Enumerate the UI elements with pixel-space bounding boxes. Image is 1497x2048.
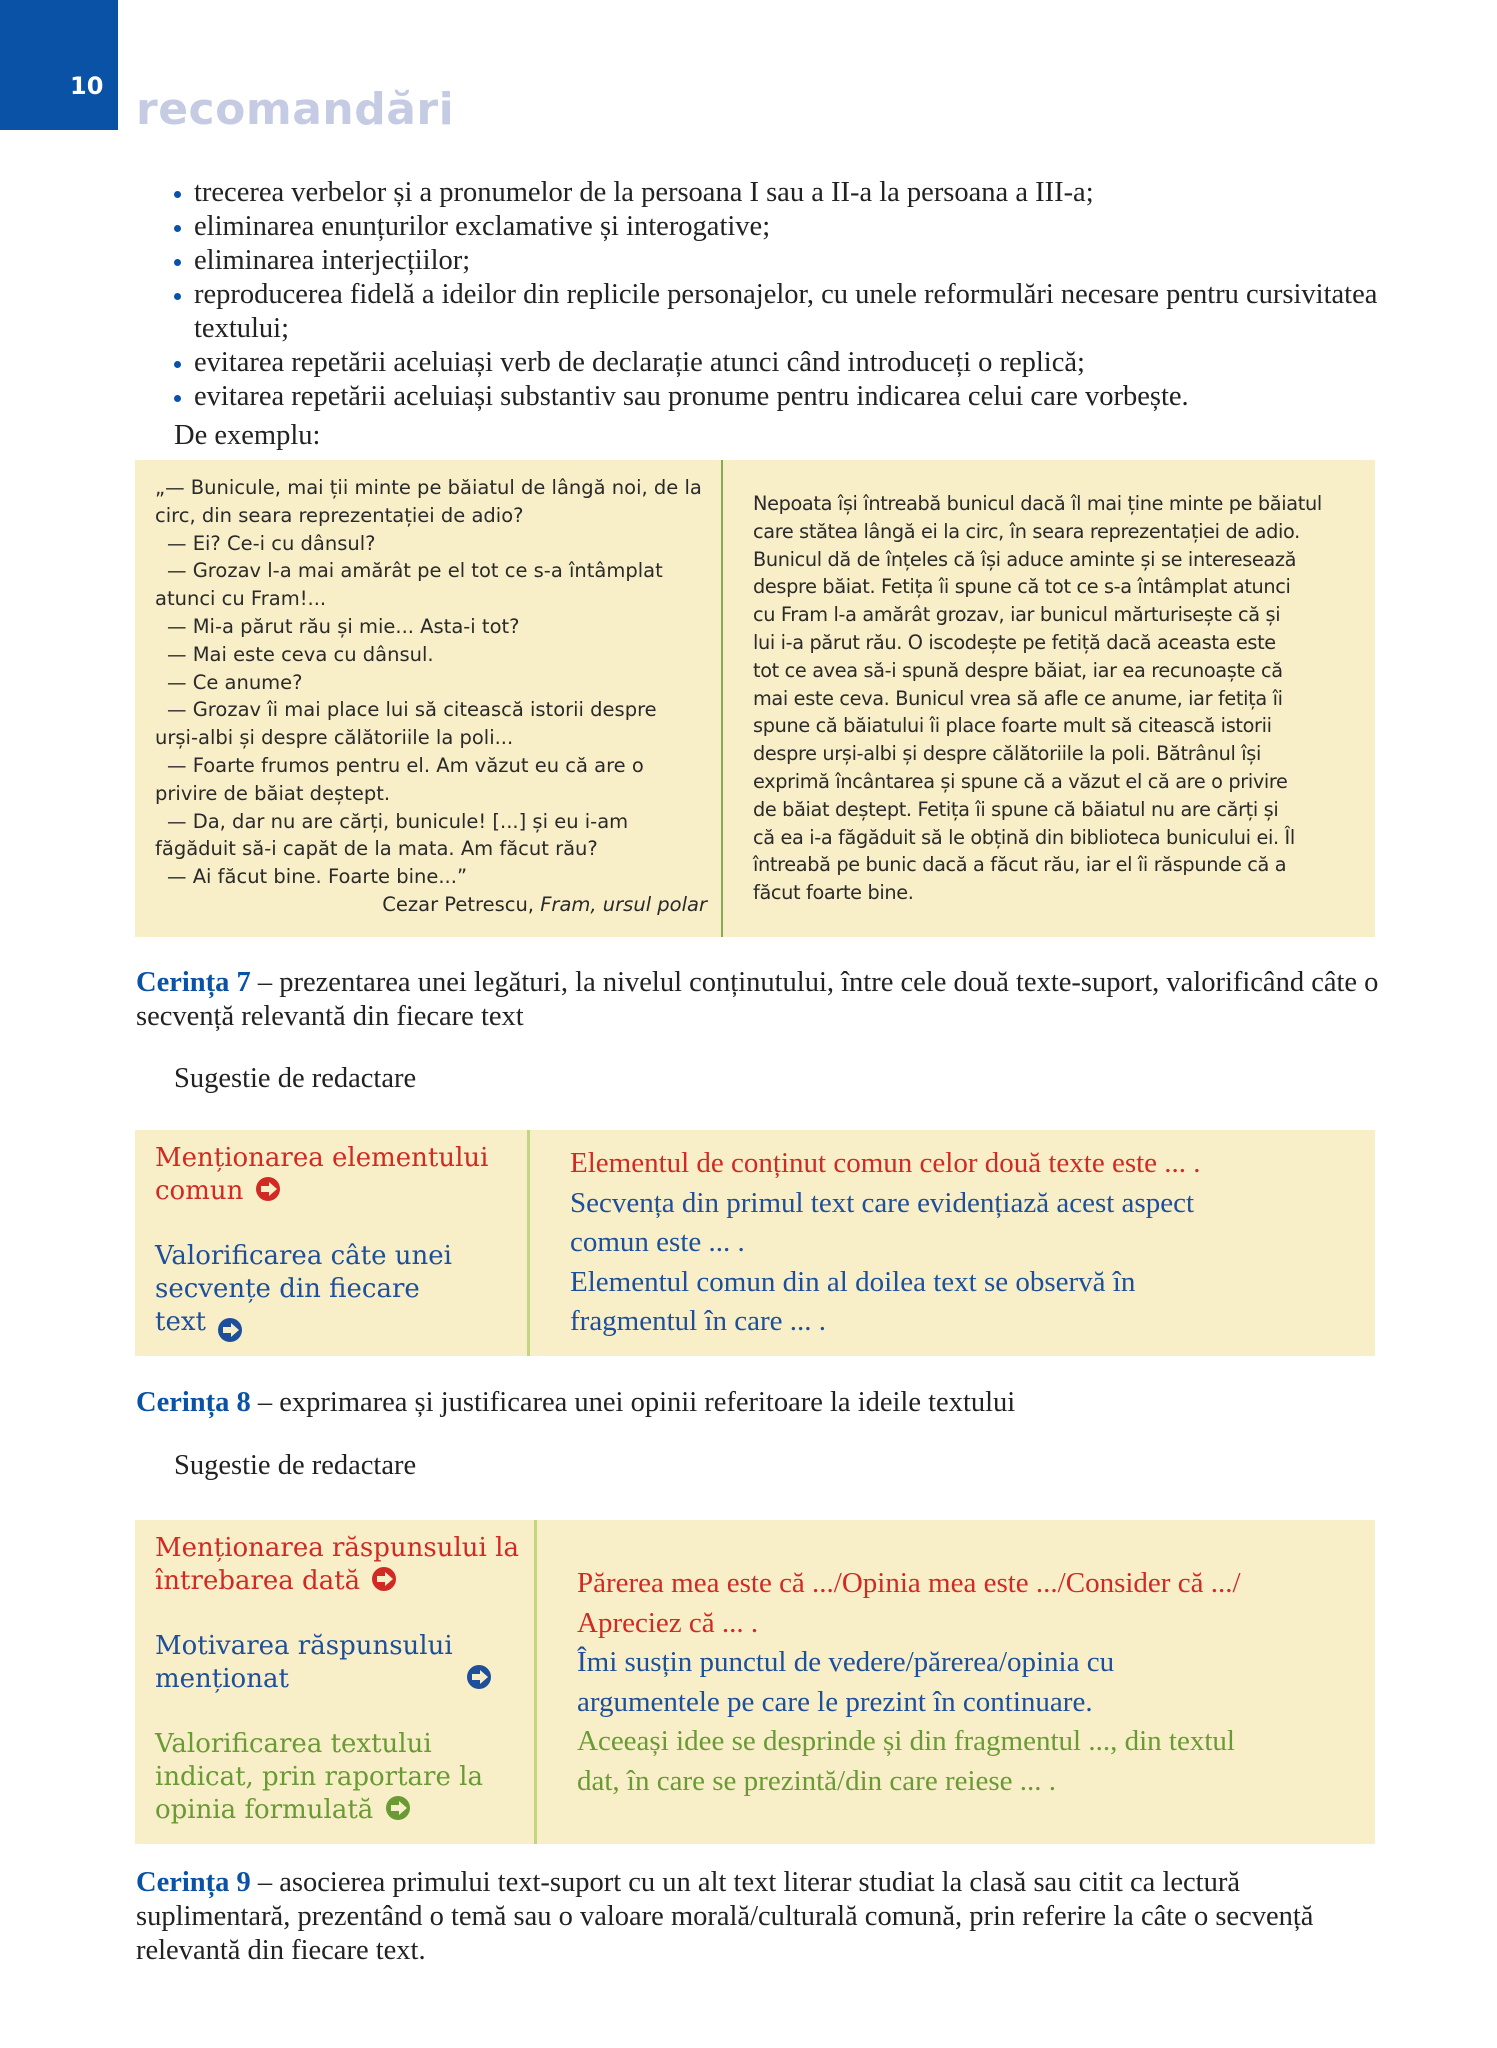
dialogue-line: — Ce anume? xyxy=(167,670,303,694)
arrow-right-icon xyxy=(467,1665,491,1689)
dialogue-line: „— Bunicule, mai ții minte pe băiatul de lângă noi, de la xyxy=(155,476,702,499)
list-item: reproducerea fidelă a ideilor din replicile personajelor, cu unele reformulări necesare pentru cursivitatea textului; xyxy=(172,278,1392,346)
dialogue-line: circ, din seara reprezentației de adio? xyxy=(155,503,524,527)
dialogue-line: — Ai făcut bine. Foarte bine...” xyxy=(167,865,468,889)
sugestie-heading-7: Sugestie de redactare xyxy=(174,1063,417,1094)
bullet-icon xyxy=(174,225,181,232)
text-line: lui i-a părut rău. O iscodește pe fetiță dacă aceasta este xyxy=(753,630,1276,654)
cerinta-7-text: – prezentarea unei legături, la nivelul conținutului, între cele două texte-suport, valorificând câte o secvență relevantă din fiecare text xyxy=(136,967,1379,1032)
cerinta-9-text: – asocierea primului text-suport cu un alt text literar studiat la clasă sau citit ca lectură suplimentară, prezentând o temă sau o valoare morală/culturală comună, prin referire la câte o secvență relevantă din fiecare text. xyxy=(136,1867,1314,1966)
recommendations-list xyxy=(172,176,1392,414)
example-box xyxy=(135,460,1375,937)
phrase-line: Secvența din primul text care evidențiază acest aspect xyxy=(570,1186,1195,1219)
text-line: de băiat deștept. Fetița îi spune că băiatul nu are cărți și xyxy=(753,797,1279,821)
text-line: făcut foarte bine. xyxy=(753,881,914,905)
step-item: Menționarea răspunsului la întrebarea dată xyxy=(155,1533,519,1596)
cerinta-9-label: Cerința 9 xyxy=(136,1867,251,1898)
phrase-line: Aceeași idee se desprinde și din fragmentul ..., din textul xyxy=(577,1725,1235,1757)
bullet-icon xyxy=(174,191,181,198)
list-item: evitarea repetării aceluiași substantiv sau pronume pentru indicarea celui care vorbește. xyxy=(172,380,1392,414)
cerinta-7-label: Cerința 7 xyxy=(136,967,251,998)
dialogue-line: — Foarte frumos pentru el. Am văzut eu că are o xyxy=(167,753,644,777)
cerinta-7 xyxy=(136,966,1386,1034)
phrase-line: Îmi susțin punctul de vedere/părerea/opinia cu xyxy=(577,1646,1115,1678)
dialogue-line: — Grozav l-a mai amărât pe el tot ce s-a întâmplat xyxy=(167,559,663,583)
example-label: De exemplu: xyxy=(174,420,321,451)
source-citation: Cezar Petrescu, Fram, ursul polar xyxy=(382,892,707,916)
dialogue-line: — Mi-a părut rău și mie... Asta-i tot? xyxy=(167,614,520,638)
phrase-line: Părerea mea este că .../Opinia mea este .../Consider că .../ xyxy=(577,1567,1241,1599)
text-line: mai este ceva. Bunicul vrea să afle ce anume, iar fetița îi xyxy=(753,686,1283,710)
dialogue-line: — Ei? Ce-i cu dânsul? xyxy=(167,531,376,555)
suggestion-phrases-8 xyxy=(537,1520,1375,1844)
text-line: spune că băiatului îi place foarte mult să citească istorii xyxy=(753,714,1272,738)
phrase-line: Elementul de conținut comun celor două texte este ... . xyxy=(570,1147,1201,1179)
list-item: eliminarea enunțurilor exclamative și interogative; xyxy=(172,210,1392,244)
step-item: Valorificarea textului indicat, prin raportare la opinia formulată xyxy=(155,1729,483,1825)
text-line: că ea i-a făgăduit să le obțină din biblioteca bunicului ei. Îl xyxy=(753,825,1295,849)
arrow-right-icon xyxy=(386,1796,410,1820)
dialogue-excerpt xyxy=(135,460,723,937)
cerinta-8-text: – exprimarea și justificarea unei opinii referitoare la ideile textului xyxy=(250,1387,1016,1418)
list-item: trecerea verbelor și a pronumelor de la persoana I sau a II-a la persoana a III-a; xyxy=(172,176,1392,210)
cerinta-8 xyxy=(136,1386,1386,1420)
suggestion-steps-8 xyxy=(135,1520,537,1844)
suggestion-box-7 xyxy=(135,1130,1375,1356)
bullet-icon xyxy=(174,259,181,266)
text-line: exprimă încântarea și spune că a văzut el că are o privire xyxy=(753,769,1288,793)
arrow-right-icon xyxy=(256,1177,280,1201)
phrase-line: fragmentul în care ... . xyxy=(570,1305,827,1337)
text-line: întreabă pe bunic dacă a făcut rău, iar el îi răspunde că a xyxy=(753,853,1287,877)
text-line: despre urși-albi și despre călătoriile la poli. Bătrânul își xyxy=(753,742,1261,766)
bullet-icon xyxy=(174,395,181,402)
list-item: evitarea repetării aceluiași verb de declarație atunci când introduceți o replică; xyxy=(172,346,1392,380)
dialogue-line: privire de băiat deștept. xyxy=(155,781,391,805)
cerinta-9 xyxy=(136,1866,1386,1968)
bullet-icon xyxy=(174,293,181,300)
suggestion-box-8 xyxy=(135,1520,1375,1844)
dialogue-line: făgăduit să-i capăt de la mata. Am făcut rău? xyxy=(155,837,598,861)
arrow-right-icon xyxy=(218,1318,242,1342)
step-item: Menționarea elementului comun xyxy=(155,1143,489,1206)
phrase-line: Apreciez că ... . xyxy=(577,1606,759,1639)
dialogue-line: — Grozav îi mai place lui să citească istorii despre xyxy=(167,698,657,722)
step-item: Motivarea răspunsului menționat xyxy=(155,1630,524,1696)
dialogue-line: — Mai este ceva cu dânsul. xyxy=(167,642,434,666)
section-title: recomandări xyxy=(136,84,455,135)
dialogue-line: urși-albi și despre călătoriile la poli... xyxy=(155,726,514,750)
list-item: eliminarea interjecțiilor; xyxy=(172,244,1392,278)
text-line: cu Fram l-a amărât grozav, iar bunicul mărturisește că și xyxy=(753,603,1281,627)
text-line: tot ce avea să-i spună despre băiat, iar ea recunoaște că xyxy=(753,658,1283,682)
dialogue-line: — Da, dar nu are cărți, bunicule! [...] și eu i-am xyxy=(167,809,629,833)
phrase-line: comun este ... . xyxy=(570,1226,745,1258)
text-line: despre băiat. Fetița îi spune că tot ce s-a întâmplat atunci xyxy=(753,575,1291,599)
text-line: Nepoata își întreabă bunicul dacă îl mai ține minte pe băiatul xyxy=(753,492,1322,515)
suggestion-steps-7 xyxy=(135,1130,530,1356)
arrow-right-icon xyxy=(372,1567,396,1591)
phrase-line: Elementul comun din al doilea text se observă în xyxy=(570,1265,1136,1298)
text-line: care stătea lângă ei la circ, în seara reprezentației de adio. xyxy=(753,519,1300,543)
bullet-icon xyxy=(174,361,181,368)
phrase-line: argumentele pe care le prezint în continuare. xyxy=(577,1685,1093,1718)
dialogue-line: atunci cu Fram!... xyxy=(155,587,327,611)
page-number-tab xyxy=(0,0,118,130)
step-item: Valorificarea câte unei secvențe din fiecare text xyxy=(155,1241,452,1337)
page-number: 10 xyxy=(70,72,104,100)
text-line: Bunicul dă de înțeles că își aduce aminte și se interesează xyxy=(753,547,1297,571)
phrase-line: dat, în care se prezintă/din care reiese ... . xyxy=(577,1764,1057,1797)
sugestie-heading-8: Sugestie de redactare xyxy=(174,1450,417,1481)
suggestion-phrases-7 xyxy=(530,1130,1375,1356)
indirect-speech-text xyxy=(723,460,1375,937)
source-title: Fram, ursul polar xyxy=(540,892,707,916)
cerinta-8-label: Cerința 8 xyxy=(136,1387,251,1418)
